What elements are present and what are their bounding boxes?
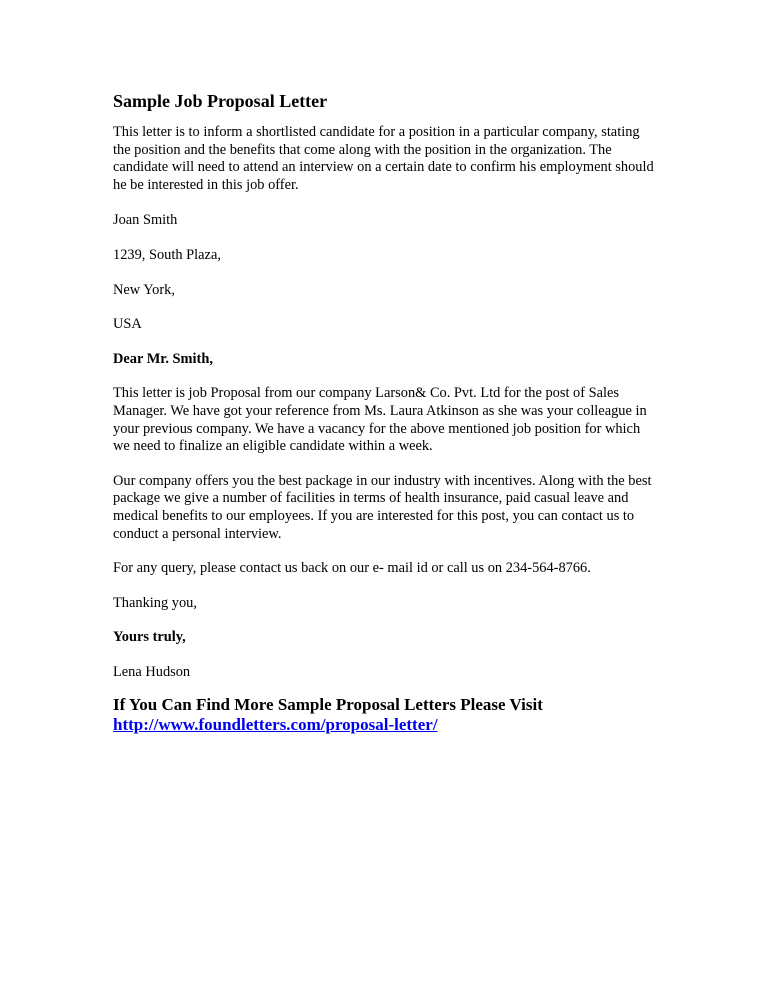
salutation: Dear Mr. Smith, bbox=[113, 350, 213, 367]
recipient-name: Joan Smith bbox=[113, 212, 178, 229]
letter-page bbox=[113, 90, 658, 735]
signature-name: Lena Hudson bbox=[113, 663, 191, 680]
footer-heading: If You Can Find More Sample Proposal Letters Please Visit bbox=[113, 695, 543, 715]
recipient-city: New York, bbox=[113, 281, 175, 298]
intro-paragraph: This letter is to inform a shortlisted candidate for a position in a particular company, stating the position and the benefits that come along with the position in the organization. The candidate will need to attend an interview on a certain date to confirm his employment should he be interested in this job offer. bbox=[113, 124, 654, 193]
thanks-line: Thanking you, bbox=[113, 594, 197, 611]
document-title: Sample Job Proposal Letter bbox=[113, 91, 328, 111]
recipient-street: 1239, South Plaza, bbox=[113, 246, 221, 263]
body-paragraph-contact: For any query, please contact us back on our e- mail id or call us on 234-564-8766. bbox=[113, 560, 591, 577]
body-paragraph-proposal: This letter is job Proposal from our company Larson& Co. Pvt. Ltd for the post of Sales Manager. We have got your reference from Ms. Laura Atkinson as she was your colleague in your previous company. We have a vacancy for the above mentioned job position for which we need to finalize an eligible candidate within a week. bbox=[113, 385, 647, 455]
recipient-country: USA bbox=[113, 316, 142, 333]
closing-line: Yours truly, bbox=[113, 629, 186, 646]
body-paragraph-benefits: Our company offers you the best package in our industry with incentives. Along with the best package we give a number of facilities in terms of health insurance, paid casual leave and medical benefits to our employees. If you are interested for this post, you can contact us to conduct a personal interview. bbox=[113, 472, 652, 542]
footer-link[interactable]: http://www.foundletters.com/proposal-letter/ bbox=[113, 715, 438, 735]
